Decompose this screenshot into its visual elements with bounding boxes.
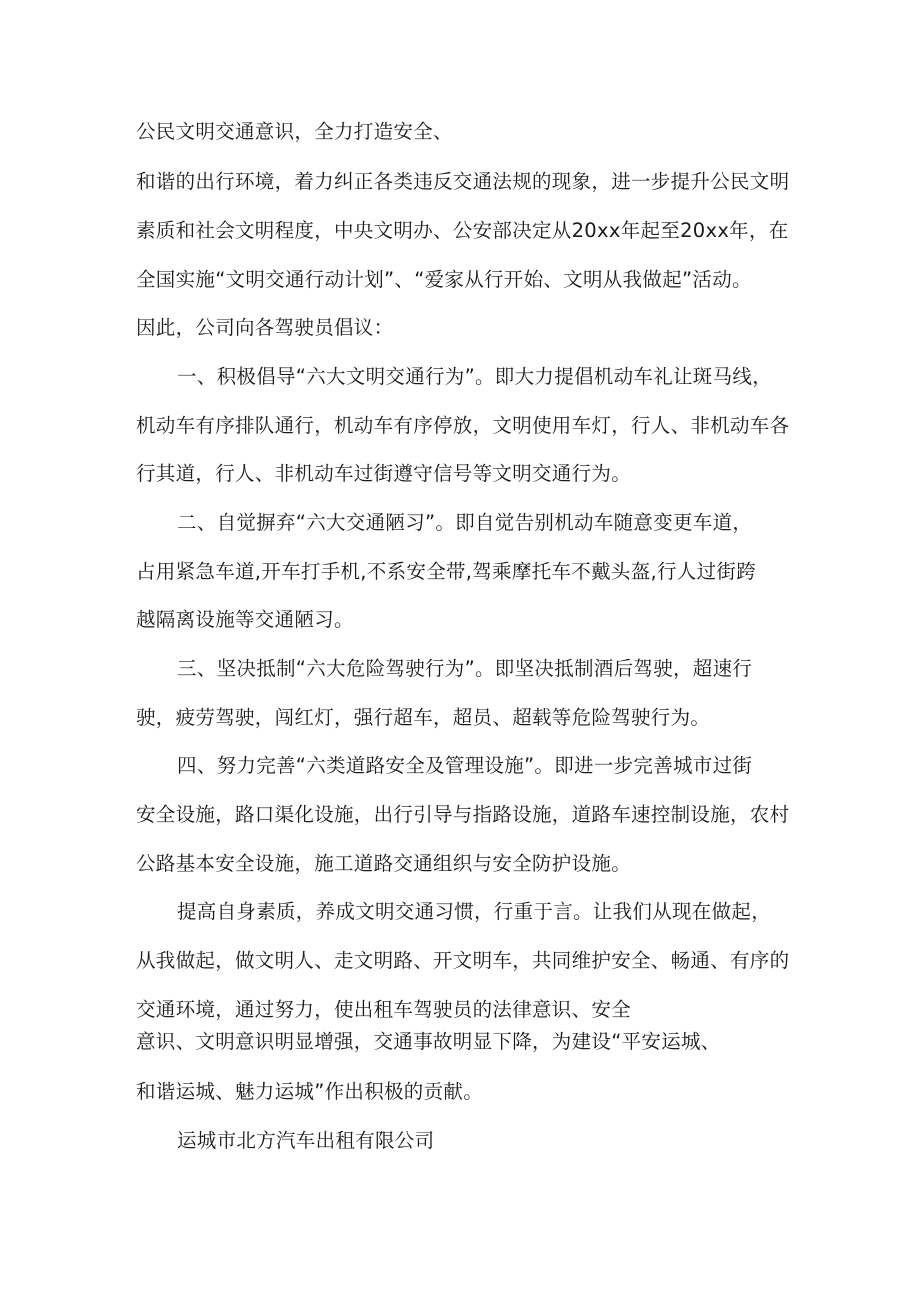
text-line-2: 和谐的出行环境，着力纠正各类违反交通法规的现象，进一步提升公民文明 (136, 170, 790, 193)
text-line-14: 四、努力完善“六类道路安全及管理设施”。即进一步完善城市过街 (177, 754, 753, 777)
text-line-15: 安全设施，路口渠化设施，出行引导与指路设施，道路车速控制设施，农村 (136, 803, 790, 826)
text-line-19: 交通环境，通过努力，使出租车驾驶员的法律意识、安全 (136, 998, 632, 1021)
text-line-11: 越隔离设施等交通陋习。 (136, 608, 354, 631)
text-line-8: 行其道，行人、非机动车过街遵守信号等文明交通行为。 (136, 462, 632, 485)
text-line-7: 机动车有序排队通行，机动车有序停放，文明使用车灯，行人、非机动车各 (136, 414, 790, 437)
text-line-10: 占用紧急车道,开车打手机,不系安全带,驾乘摩托车不戴头盔,行人过街跨 (136, 560, 756, 583)
text-line-6: 一、积极倡导“六大文明交通行为”。即大力提倡机动车礼让斑马线， (177, 365, 773, 388)
text-line-21: 和谐运城、魅力运城”作出积极的贡献。 (136, 1080, 484, 1103)
text-line-20: 意识、文明意识明显增强，交通事故明显下降，为建设“平安运城、 (136, 1030, 721, 1053)
text-line-3: 素质和社会文明程度，中央文明办、公安部决定从20xx年起至20xx年，在 (136, 219, 789, 242)
text-line-12: 三、坚决抵制“六大危险驾驶行为”。即坚决抵制酒后驾驶，超速行 (177, 657, 753, 680)
text-line-18: 从我做起，做文明人、走文明路、开文明车，共同维护安全、畅通、有序的 (136, 949, 790, 972)
text-line-13: 驶，疲劳驾驶，闯红灯，强行超车，超员、超载等危险驾驶行为。 (136, 706, 711, 729)
text-line-9: 二、自觉摒弃“六大交通陋习”。即自觉告别机动车随意变更车道， (177, 511, 753, 534)
text-line-5: 因此，公司向各驾驶员倡议： (136, 316, 394, 339)
text-line-17: 提高自身素质，养成文明交通习惯，行重于言。让我们从现在做起， (177, 900, 772, 923)
company-signature: 运城市北方汽车出租有限公司 (177, 1129, 435, 1152)
text-line-1: 公民文明交通意识，全力打造安全、 (136, 120, 453, 143)
text-line-16: 公路基本安全设施，施工道路交通组织与安全防护设施。 (136, 852, 632, 875)
text-line-4: 全国实施“文明交通行动计划”、“爱家从行开始、文明从我做起”活动。 (136, 268, 752, 291)
